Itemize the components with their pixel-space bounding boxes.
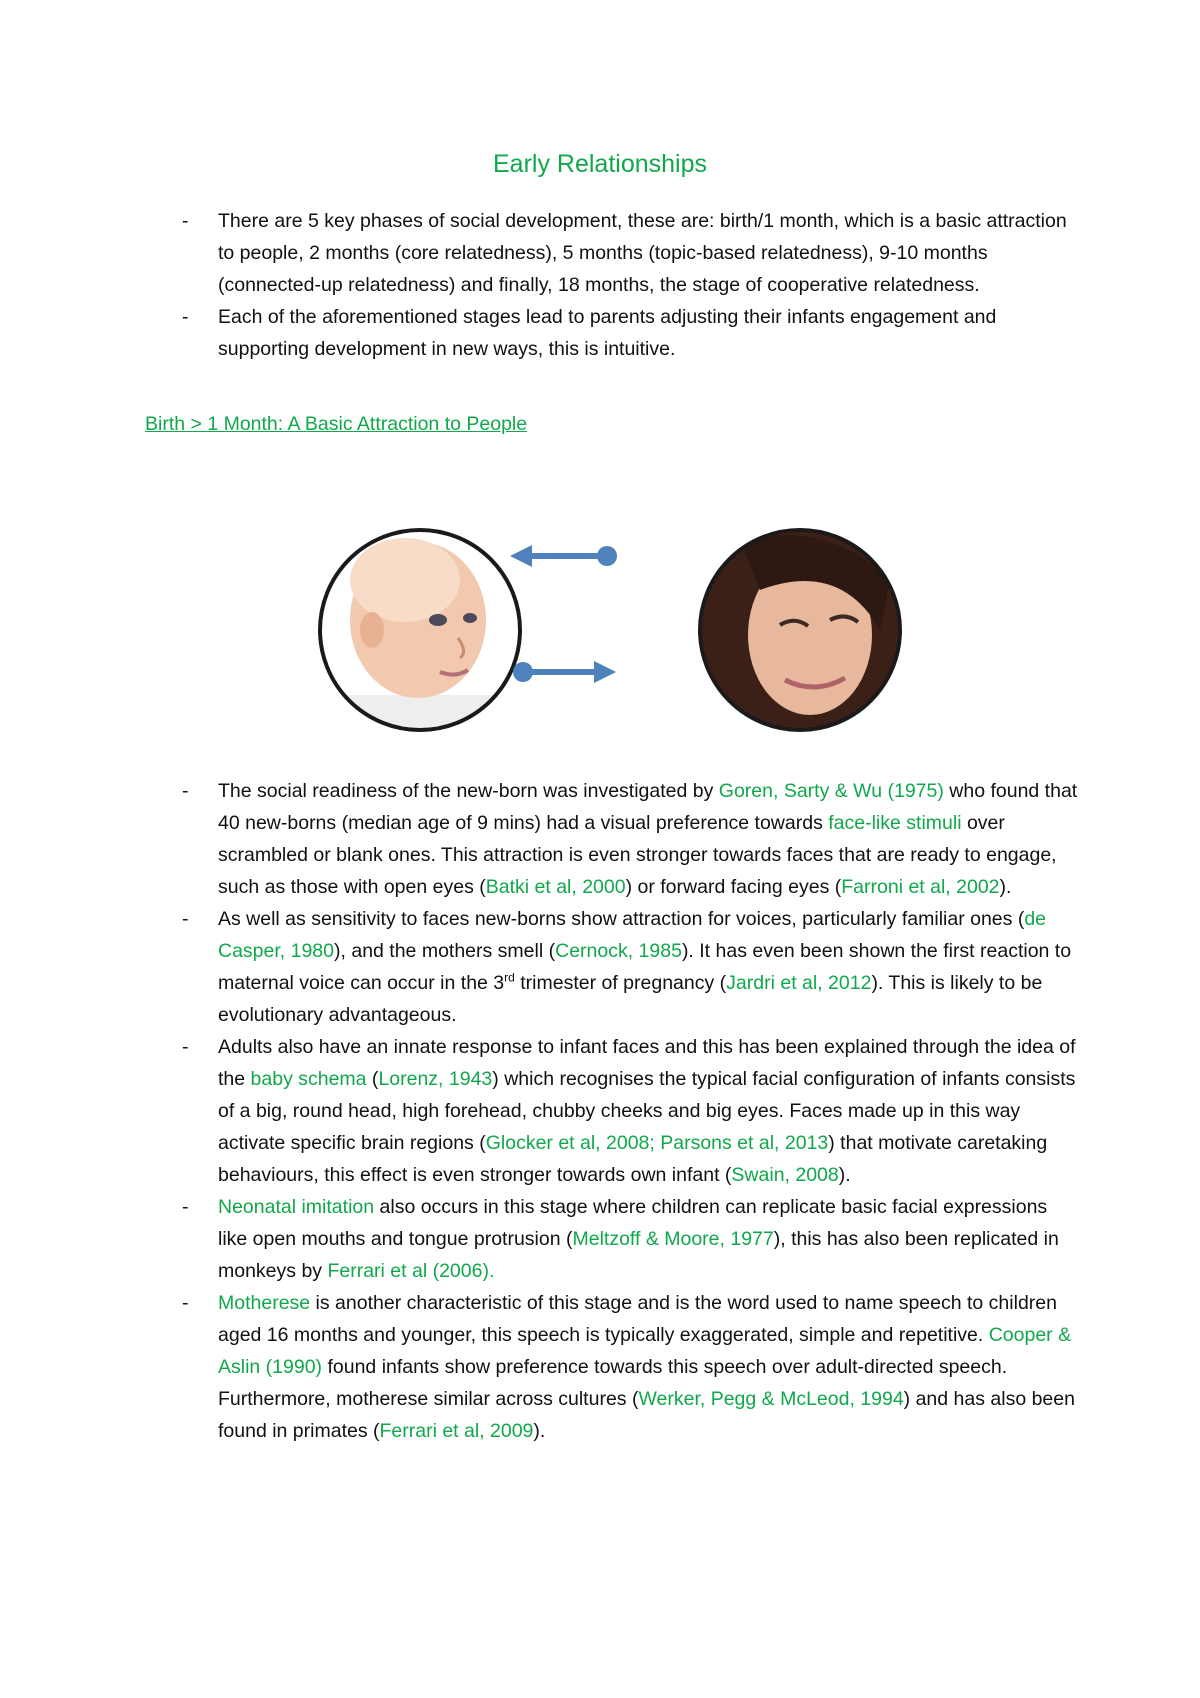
evidence-list — [180, 775, 1080, 1447]
evidence-point — [180, 1191, 1080, 1287]
citation: Swain, 2008 — [731, 1164, 839, 1186]
text-run: ( — [366, 1068, 379, 1090]
text-run: ) that motivate caretaking behaviours, this effect is even stronger towards own infant ( — [218, 1132, 1048, 1186]
text-run: also occurs in this stage where children can replicate basic facial expressions like open mouths and tongue protrusion ( — [218, 1196, 1048, 1250]
text-run: trimester of pregnancy ( — [514, 972, 727, 994]
text-run: The social readiness of the new-born was investigated by — [218, 780, 719, 802]
citation: Meltzoff & Moore, 1977 — [572, 1228, 774, 1250]
citation: Neonatal imitation — [218, 1196, 375, 1218]
citation: Batki et al, 2000 — [485, 876, 626, 898]
text-run: rd — [504, 970, 515, 985]
citation: Jardri et al, 2012 — [726, 972, 872, 994]
text-run: ), and the mothers smell ( — [334, 940, 556, 962]
text-run: ). — [533, 1420, 546, 1442]
intro-list — [180, 205, 1080, 365]
evidence-point — [180, 1287, 1080, 1447]
citation: Cernock, 1985 — [555, 940, 682, 962]
intro-point: - Each of the aforementioned stages lead to parents adjusting their infants engagement and supporting development in new ways, this is intuitive. — [180, 301, 1080, 365]
arrow-to-infant — [510, 545, 617, 567]
page-title: Early Relationships — [493, 150, 707, 178]
face-interaction-figure — [310, 520, 910, 740]
text-run: ). This is likely to be evolutionary advantageous. — [218, 972, 1043, 1026]
text-run: over scrambled or blank ones. This attraction is even stronger towards faces that are ready to engage, such as those with open eyes ( — [218, 812, 1057, 898]
adult-face-illustration — [700, 530, 900, 730]
infant-face-illustration — [320, 530, 520, 735]
text-run: ), this has also been replicated in monkeys by — [218, 1228, 1059, 1282]
citation: Ferrari et al, 2009 — [379, 1420, 534, 1442]
text-run: As well as sensitivity to faces new-borns show attraction for voices, particularly familiar ones ( — [218, 908, 1025, 930]
text-run: ). — [838, 1164, 851, 1186]
citation: Ferrari et al (2006). — [327, 1260, 495, 1282]
citation: face-like stimuli — [828, 812, 962, 834]
section-heading: Birth > 1 Month: A Basic Attraction to People — [145, 413, 528, 435]
text-run: ). It has even been shown the first reaction to maternal voice can occur in the 3 — [218, 940, 1072, 994]
intro-point: - There are 5 key phases of social development, these are: birth/1 month, which is a basic attraction to people, 2 months (core relatedness), 5 months (topic-based relatedness), 9-10 months (connected-up relatedness) and finally, 18 months, the stage of cooperative relatedness. — [180, 205, 1080, 301]
citation: Goren, Sarty & Wu (1975) — [718, 780, 944, 802]
text-run: ) and has also been found in primates ( — [218, 1388, 1075, 1442]
evidence-point — [180, 1031, 1080, 1191]
citation: de Casper, 1980 — [218, 908, 1047, 962]
citation: baby schema — [250, 1068, 367, 1090]
evidence-point — [180, 775, 1080, 903]
text-run: Adults also have an innate response to infant faces and this has been explained through the idea of the — [218, 1036, 1076, 1090]
citation: Farroni et al, 2002 — [841, 876, 1000, 898]
citation: Cooper & Aslin (1990) — [218, 1324, 1072, 1378]
text-run: found infants show preference towards this speech over adult-directed speech. Furthermore, motherese similar across cultures ( — [218, 1356, 1008, 1410]
text-run: who found that 40 new-borns (median age of 9 mins) had a visual preference towards — [218, 780, 1078, 834]
evidence-point — [180, 903, 1080, 1031]
arrow-to-adult — [513, 661, 616, 683]
text-run: ) which recognises the typical facial configuration of infants consists of a big, round head, high forehead, chubby cheeks and big eyes. Faces made up in this way activate specific brain regions ( — [218, 1068, 1076, 1154]
citation: Glocker et al, 2008; Parsons et al, 2013 — [485, 1132, 829, 1154]
citation: Werker, Pegg & McLeod, 1994 — [638, 1388, 904, 1410]
text-run: is another characteristic of this stage and is the word used to name speech to children aged 16 months and younger, this speech is typically exaggerated, simple and repetitive. — [218, 1292, 1057, 1346]
citation: Motherese — [218, 1292, 311, 1314]
text-run: ) or forward facing eyes ( — [625, 876, 842, 898]
citation: Lorenz, 1943 — [378, 1068, 493, 1090]
text-run: ). — [999, 876, 1012, 898]
